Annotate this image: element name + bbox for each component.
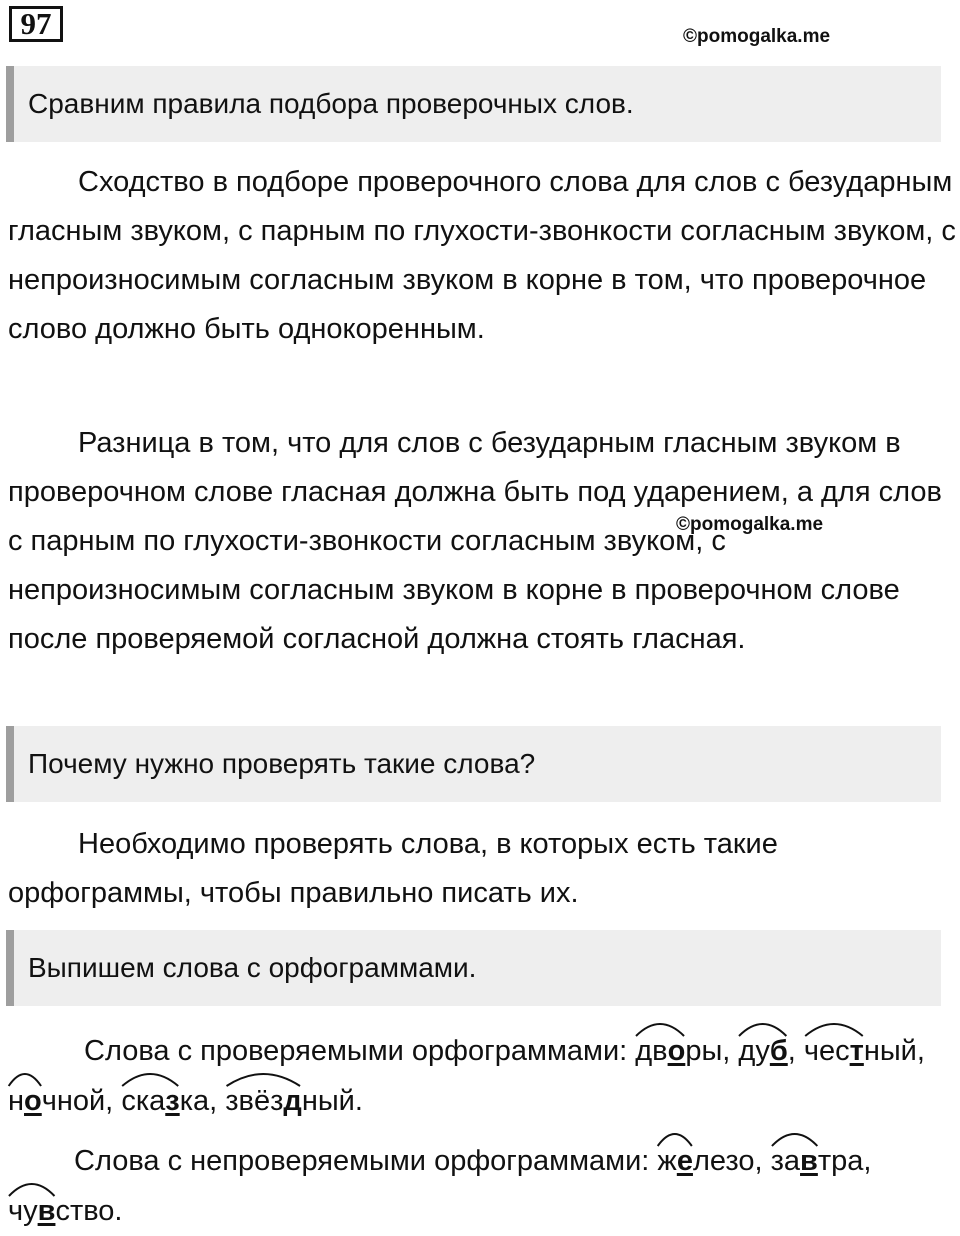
word-root [804, 1026, 864, 1076]
checkable-words-label: Слова с проверяемыми орфограммами: [84, 1035, 628, 1067]
word-root [121, 1076, 179, 1126]
word-ending: ка, [179, 1085, 218, 1117]
root-arc-mark [121, 1068, 179, 1088]
root-arc-mark [635, 1018, 685, 1038]
word-part: за [770, 1145, 801, 1177]
paragraph-similarity-text: Сходство в подборе проверочного слова для слов с безударным гласным звуком, с парным по глухости-звонкости согласным звуком, с непроизносимым согласным звуком в корне в том, что проверочное слово должно быть однокоренным. [8, 166, 956, 345]
root-arc-mark [8, 1068, 42, 1088]
section-heading-why [6, 726, 941, 802]
word-part: чес [803, 1035, 850, 1067]
root-arc-mark [8, 1178, 55, 1198]
uncheckable-word [771, 1145, 872, 1177]
word-part: звёз [225, 1085, 284, 1117]
checkable-word [635, 1035, 730, 1067]
word-ending: тра, [817, 1145, 872, 1177]
checkable-word [738, 1035, 795, 1067]
spelling-letter: б [769, 1035, 788, 1067]
word-part: ж [657, 1145, 677, 1177]
word-part: чу [8, 1195, 38, 1227]
word-ending: чной, [41, 1085, 114, 1117]
word-part: н [8, 1085, 25, 1117]
uncheckable-words-label: Слова с непроверяемыми орфограммами: [74, 1145, 650, 1177]
word-root [225, 1076, 302, 1126]
section-heading-write-text: Выпишем слова с орфограммами. [28, 952, 477, 983]
uncheckable-word [8, 1195, 123, 1227]
checkable-word [225, 1085, 363, 1117]
word-part: дв [635, 1035, 668, 1067]
section-heading-write [6, 930, 941, 1006]
word-ending: ный, [863, 1035, 925, 1067]
checkable-word [804, 1035, 925, 1067]
word-root [771, 1136, 818, 1186]
spelling-letter: в [800, 1145, 818, 1177]
root-arc-mark [771, 1128, 818, 1148]
watermark-middle: ©pomogalka.me [676, 514, 824, 535]
paragraph-similarity [8, 158, 956, 354]
section-heading-compare-text: Сравним правила подбора проверочных слов. [28, 88, 634, 119]
section-heading-why-text: Почему нужно проверять такие слова? [28, 748, 536, 779]
checkable-words-line [8, 1026, 956, 1126]
paragraph-difference-text: Разница в том, что для слов с безударным гласным звуком в проверочном слове гласная должна быть под ударением, а для слов с парным по глухости-звонкости согласным звуком, с непроизносимым согласным звуком в корне в проверочном слове после проверяемой согласной должна стоять гласная. [8, 427, 942, 655]
word-ending: ство. [55, 1195, 123, 1227]
uncheckable-word [657, 1145, 762, 1177]
checkable-word [121, 1085, 217, 1117]
word-root [8, 1076, 42, 1126]
uncheckable-words-line [8, 1136, 956, 1236]
page-number: 97 [9, 6, 63, 42]
spelling-letter: т [849, 1035, 864, 1067]
root-arc-mark [738, 1018, 787, 1038]
word-root [738, 1026, 787, 1076]
word-part: ду [738, 1035, 770, 1067]
paragraph-why-answer-text: Необходимо проверять слова, в которых есть такие орфограммы, чтобы правильно писать их. [8, 828, 778, 909]
spelling-letter: д [283, 1085, 302, 1117]
word-ending: , [787, 1035, 796, 1067]
word-ending: ный. [301, 1085, 363, 1117]
spelling-letter: з [165, 1085, 180, 1117]
spelling-letter: е [676, 1145, 693, 1177]
word-ending: лезо, [692, 1145, 763, 1177]
word-root [657, 1136, 693, 1186]
word-root [8, 1186, 55, 1236]
paragraph-difference [8, 419, 956, 664]
watermark-top: ©pomogalka.me [683, 26, 831, 47]
word-part: ска [121, 1085, 166, 1117]
spelling-letter: в [37, 1195, 56, 1227]
root-arc-mark [225, 1068, 302, 1088]
root-arc-mark [804, 1018, 864, 1038]
word-ending: ры, [685, 1035, 731, 1067]
checkable-word [8, 1085, 113, 1117]
section-heading-compare [6, 66, 941, 142]
word-root [635, 1026, 685, 1076]
paragraph-why-answer [8, 820, 956, 918]
spelling-letter: о [667, 1035, 686, 1067]
root-arc-mark [657, 1128, 693, 1148]
spelling-letter: о [24, 1085, 42, 1117]
